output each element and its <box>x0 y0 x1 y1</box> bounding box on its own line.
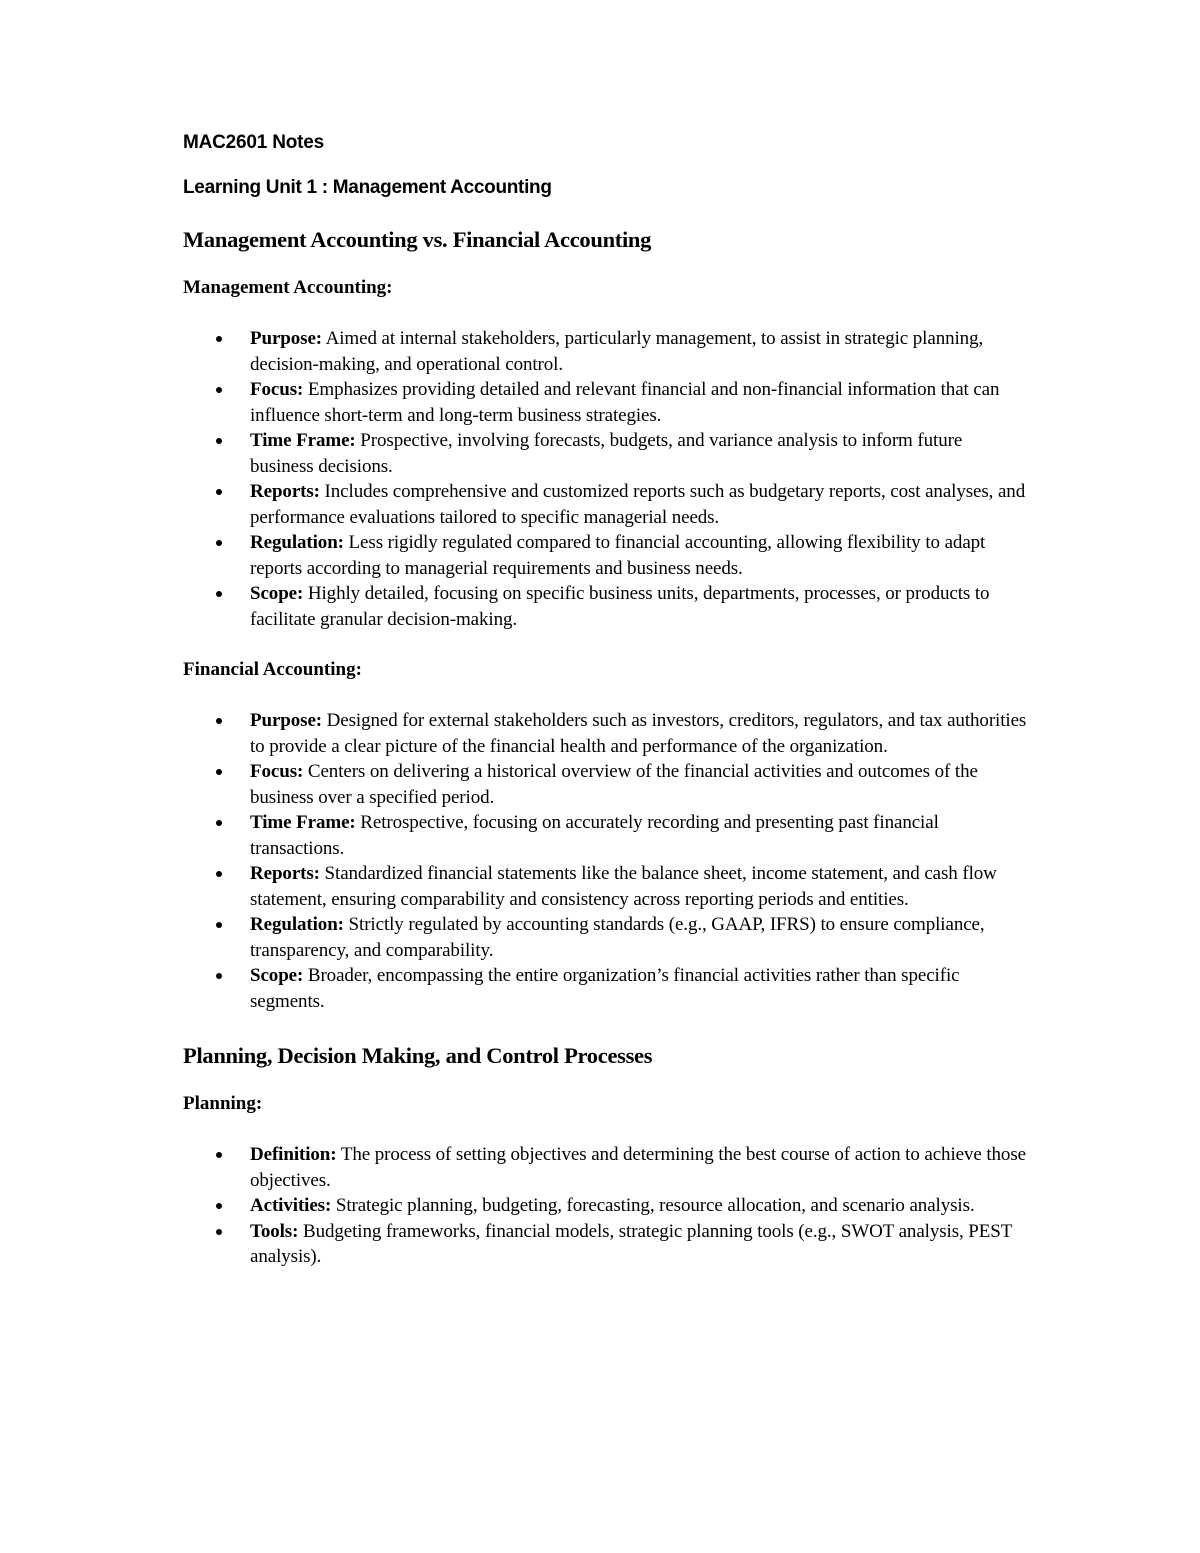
item-text: Less rigidly regulated compared to financial accounting, allowing flexibility to adapt reports according to managerial requirements and business needs. <box>250 532 986 579</box>
item-term: Tools: <box>250 1220 299 1242</box>
item-text: Highly detailed, focusing on specific business units, departments, processes, or products to facilitate granular decision-making. <box>250 583 990 630</box>
bullet-icon <box>216 922 222 928</box>
item-term: Purpose: <box>250 328 323 349</box>
financial-accounting-list <box>183 708 1028 1014</box>
item-term: Activities: <box>250 1195 332 1216</box>
item-text: Budgeting frameworks, financial models, strategic planning tools (e.g., SWOT analysis, PEST analysis). <box>250 1220 1012 1267</box>
item-text: Retrospective, focusing on accurately recording and presenting past financial transactions. <box>250 812 939 859</box>
bullet-icon <box>216 718 222 724</box>
document-page <box>183 130 1028 1270</box>
learning-unit-title: Learning Unit 1 : Management Accounting <box>183 177 552 198</box>
item-term: Focus: <box>250 379 304 400</box>
subheading-management-accounting: Management Accounting: <box>183 277 393 298</box>
bullet-icon <box>216 591 222 597</box>
bullet-icon <box>216 336 222 342</box>
section-heading-comparison: Management Accounting vs. Financial Accounting <box>183 227 652 252</box>
item-term: Scope: <box>250 965 304 986</box>
document-title: MAC2601 Notes <box>183 132 325 153</box>
bullet-icon <box>216 1203 222 1209</box>
item-term: Reports: <box>250 481 320 502</box>
item-text: Prospective, involving forecasts, budgets, and variance analysis to inform future business decisions. <box>250 430 963 477</box>
bullet-icon <box>216 1229 222 1235</box>
bullet-icon <box>216 540 222 546</box>
item-text: Strictly regulated by accounting standards (e.g., GAAP, IFRS) to ensure compliance, transparency, and comparability. <box>250 914 985 961</box>
bullet-icon <box>216 871 222 877</box>
item-text: The process of setting objectives and determining the best course of action to achieve those objectives. <box>250 1144 1026 1191</box>
item-text: Standardized financial statements like the balance sheet, income statement, and cash flow statement, ensuring comparability and consistency across reporting periods and entities. <box>250 863 997 910</box>
list-item <box>183 1142 1028 1193</box>
item-text: Strategic planning, budgeting, forecasting, resource allocation, and scenario analysis. <box>331 1195 975 1216</box>
subheading-financial-accounting: Financial Accounting: <box>183 659 362 680</box>
list-item <box>183 326 1028 377</box>
item-text: Broader, encompassing the entire organization’s financial activities rather than specific segments. <box>250 965 960 1012</box>
item-term: Focus: <box>250 761 304 782</box>
item-text: Designed for external stakeholders such as investors, creditors, regulators, and tax authorities to provide a clear picture of the financial health and performance of the organization. <box>250 710 1027 757</box>
list-item <box>183 708 1028 759</box>
item-term: Time Frame: <box>250 812 356 833</box>
spacer <box>183 632 1028 657</box>
list-item <box>183 759 1028 810</box>
bullet-icon <box>216 438 222 444</box>
item-term: Regulation: <box>250 914 344 935</box>
item-text: Aimed at internal stakeholders, particularly management, to assist in strategic planning, decision-making, and operational control. <box>250 328 984 375</box>
item-term: Definition: <box>250 1144 337 1165</box>
list-item <box>183 1219 1028 1270</box>
list-item <box>183 1193 1028 1219</box>
item-text: Emphasizes providing detailed and relevant financial and non-financial information that can influence short-term and long-term business strategies. <box>250 379 1000 426</box>
list-item <box>183 479 1028 530</box>
management-accounting-list <box>183 326 1028 632</box>
item-term: Scope: <box>250 583 304 604</box>
bullet-icon <box>216 820 222 826</box>
list-item <box>183 810 1028 861</box>
item-term: Time Frame: <box>250 430 356 451</box>
list-item <box>183 912 1028 963</box>
item-term: Reports: <box>250 863 320 884</box>
list-item <box>183 861 1028 912</box>
bullet-icon <box>216 1152 222 1158</box>
list-item <box>183 963 1028 1014</box>
planning-list <box>183 1142 1028 1270</box>
bullet-icon <box>216 387 222 393</box>
item-text: Centers on delivering a historical overview of the financial activities and outcomes of the business over a specified period. <box>250 761 978 808</box>
bullet-icon <box>216 973 222 979</box>
item-term: Regulation: <box>250 532 344 553</box>
subheading-planning: Planning: <box>183 1093 263 1114</box>
list-item <box>183 530 1028 581</box>
bullet-icon <box>216 489 222 495</box>
list-item <box>183 581 1028 632</box>
item-text: Includes comprehensive and customized reports such as budgetary reports, cost analyses, and performance evaluations tailored to specific managerial needs. <box>250 481 1026 528</box>
item-term: Purpose: <box>250 710 323 731</box>
spacer <box>183 1014 1028 1041</box>
list-item <box>183 428 1028 479</box>
bullet-icon <box>216 769 222 775</box>
list-item <box>183 377 1028 428</box>
section-heading-planning-control: Planning, Decision Making, and Control Processes <box>183 1043 653 1068</box>
